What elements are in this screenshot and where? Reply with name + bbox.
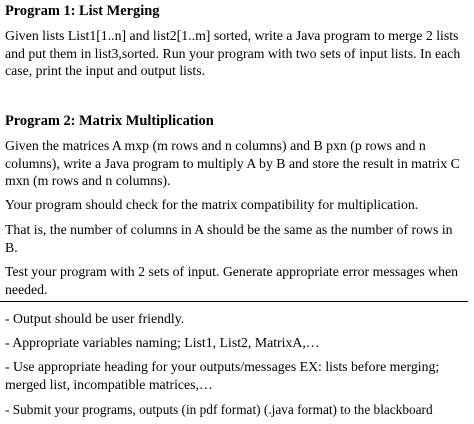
program2-testing bbox=[5, 263, 467, 298]
note-submit-line-1: - Submit your programs, outputs (in pdf format) (.java format) to the blackboard bbox=[5, 402, 433, 417]
program2-desc-line-1: Given the matrices A mxp (m rows and n columns) and B pxn (p rows and n bbox=[5, 138, 426, 153]
program2-desc-line-3: mxn (m rows and n columns). bbox=[5, 173, 171, 189]
program1-line-1: Given lists List1[1..n] and list2[1..m] sorted, write a Java program to merge 2 lists bbox=[5, 28, 459, 43]
program2-rule-line-1: That is, the number of columns in A should be the same as the number of rows in bbox=[5, 222, 453, 237]
note-variable-naming bbox=[5, 334, 467, 352]
note-submit bbox=[5, 401, 467, 419]
program2-test-line-1: Test your program with 2 sets of input. Generate appropriate error messages when bbox=[5, 264, 459, 279]
note-headings-line-1: - Use appropriate heading for your outputs/messages EX: lists before merging; bbox=[5, 359, 440, 374]
program2-rule-line-2: B. bbox=[5, 239, 18, 255]
note-output-friendly bbox=[5, 310, 467, 328]
program1-line-3: case, print the input and output lists. bbox=[5, 63, 206, 79]
program1-description bbox=[5, 27, 467, 80]
note-headings-line-2: merged list, incompatible matrices,… bbox=[5, 376, 213, 392]
program2-desc-line-2: columns), write a Java program to multiply A by B and store the result in matrix C bbox=[5, 155, 460, 171]
program1-heading: Program 1: List Merging bbox=[5, 3, 160, 19]
program1-line-2: and put them in list3,sorted. Run your program with two sets of input lists. In each bbox=[5, 45, 461, 61]
note-headings bbox=[5, 358, 467, 393]
section-divider bbox=[0, 301, 468, 302]
program2-test-line-2: needed. bbox=[5, 281, 48, 297]
program2-heading: Program 2: Matrix Multiplication bbox=[5, 113, 214, 129]
program2-compat-line-1: Your program should check for the matrix compatibility for multiplication. bbox=[5, 197, 419, 212]
note-naming-line-1: - Appropriate variables naming; List1, List2, MatrixA,… bbox=[5, 335, 320, 350]
note-friendly-line-1: - Output should be user friendly. bbox=[5, 311, 185, 326]
program2-description bbox=[5, 137, 467, 190]
program2-columns-rule bbox=[5, 221, 467, 256]
program2-compatibility bbox=[5, 196, 467, 214]
